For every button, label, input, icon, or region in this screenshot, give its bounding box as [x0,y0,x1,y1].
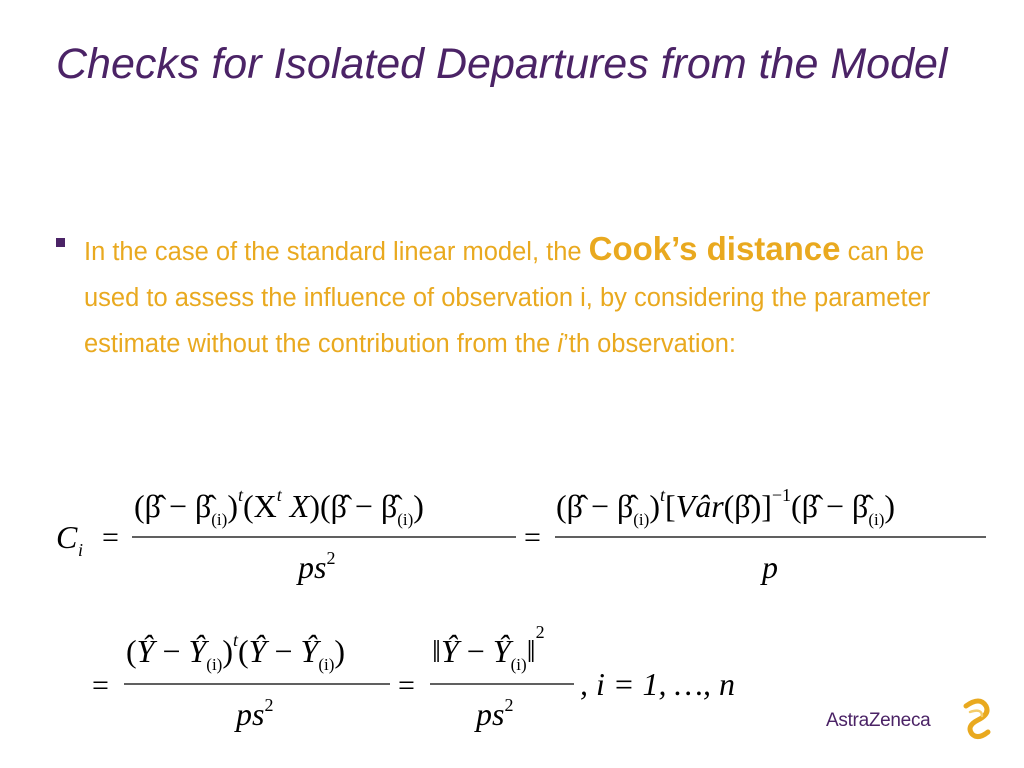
eq-lhs-sub-i: i [78,540,84,560]
bullet-text-part3: ’th observation: [563,330,737,358]
logo-text: AstraZeneca [826,710,931,731]
eq-denominator-ps2-2: $ps^2$ [236,695,274,732]
eq-equals-4: = [398,669,415,702]
bullet-square-icon [56,238,65,247]
eq-equals-2: = [524,521,541,554]
eq-equals-1: = [102,521,119,554]
bullet-text-part2: can be used to assess the influence of observation i, by considering the parameter estimate without the contribution from the [84,238,931,358]
bullet-italic-i: i [557,330,564,358]
slide-title: Checks for Isolated Departures from the Model [56,40,948,88]
eq-numerator-1: (β̂ − $\betâ_{(i)})^t(X^t$ X)(β̂ − $\betâ_{(i)}$) [134,485,424,529]
eq-numerator-4: ‖Ŷ − $Ŷ_{(i)}‖^2$ [432,622,545,674]
eq-lhs-c: C [56,519,78,555]
bullet-text [84,226,936,367]
eq-numerator-2: (β̂ − $\betâ_{(i)})^t[Vâr(\betâ)]^{-1}(\betâ$ − $\betâ_{(i)}$) [556,485,896,529]
cooks-distance-term: Cook’s distance [588,230,841,267]
equation-line-2 [92,622,735,732]
eq-denominator-p: p [762,549,778,585]
astrazeneca-logo [826,698,996,744]
equation-line-1 [56,485,986,585]
bullet-text-part1: In the case of the standard linear model, the [84,238,589,266]
cooks-distance-equation [40,455,1000,735]
eq-index-range: , i = 1, …, n [580,666,735,702]
eq-numerator-3: (Ŷ − $Ŷ_{(i)})^t(Ŷ$ − $Ŷ_{(i)}$) [126,630,346,674]
bullet-item [56,226,936,367]
eq-denominator-ps2-1: $ps^2$ [298,548,336,585]
eq-denominator-ps2-3: $ps^2$ [476,695,514,732]
astrazeneca-ribbon-icon [960,698,994,740]
eq-equals-3: = [92,669,109,702]
